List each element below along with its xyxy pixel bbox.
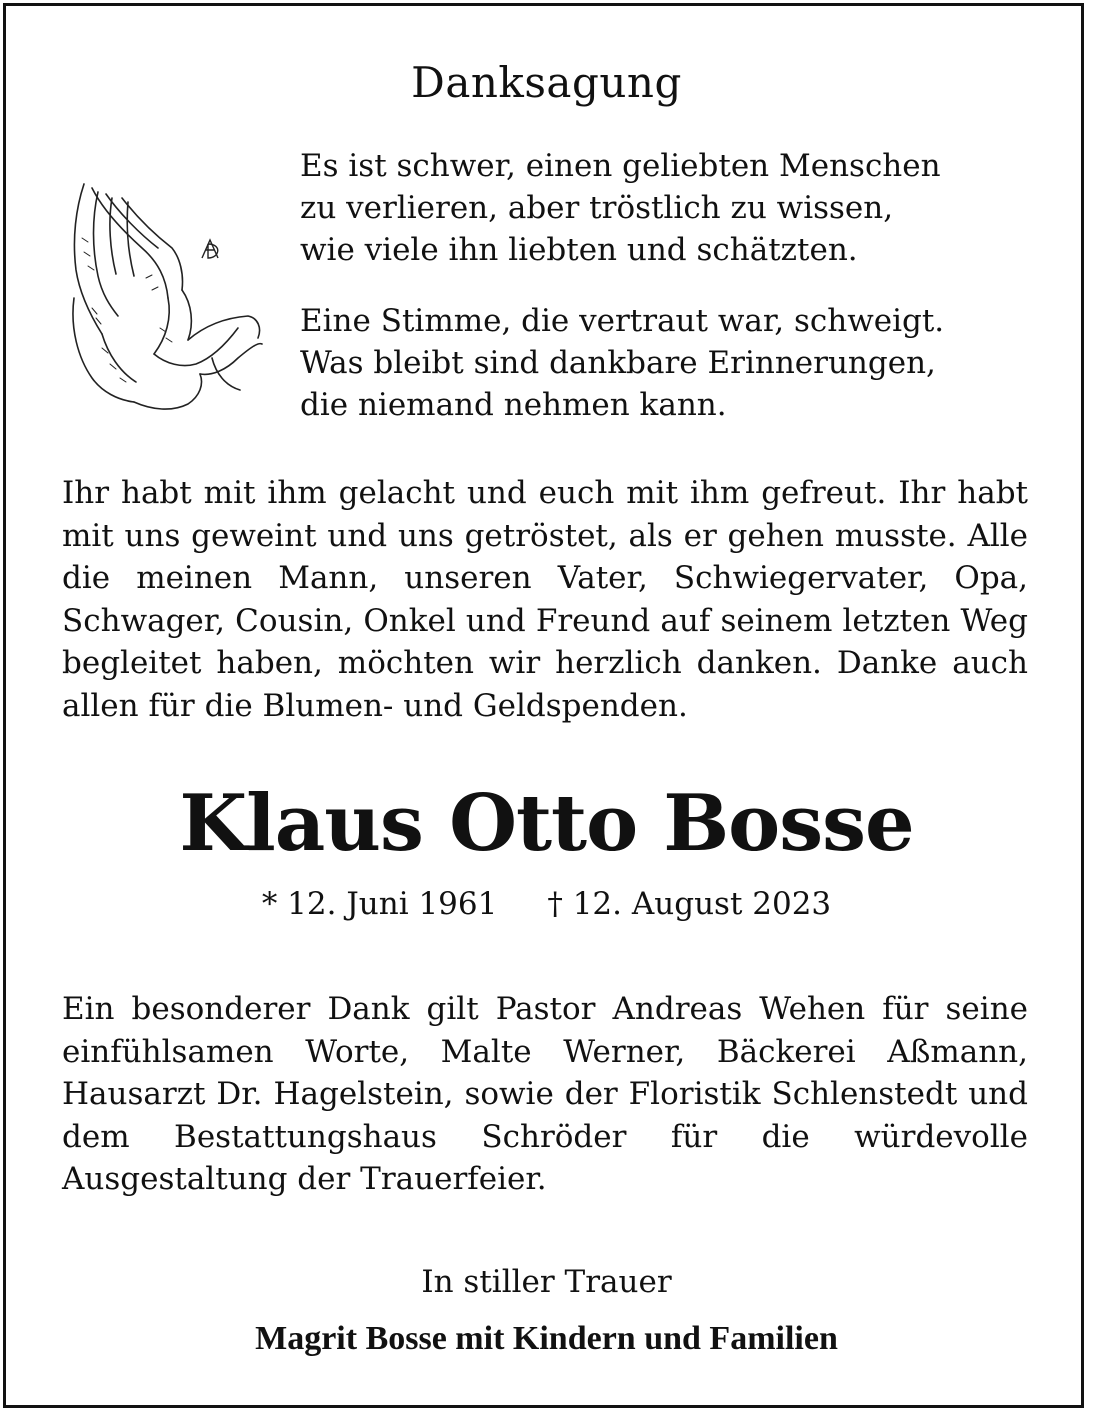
death-date: † 12. August 2023 xyxy=(547,886,832,922)
life-dates xyxy=(0,886,1093,922)
notice-heading: Danksagung xyxy=(411,58,682,107)
poem-line: Es ist schwer, einen geliebten Menschen xyxy=(300,148,941,184)
poem-line: zu verlieren, aber tröstlich zu wissen, xyxy=(300,190,894,226)
poem-line: Eine Stimme, die vertraut war, schweigt. xyxy=(300,303,945,339)
poem-stanza-1 xyxy=(300,145,1020,271)
deceased-name: Klaus Otto Bosse xyxy=(179,778,914,869)
thanks-paragraph: Ihr habt mit ihm gelacht und euch mit ihm gefreut. Ihr habt mit uns geweint und uns getröstet, als er gehen musste. Alle die meinen Mann, unseren Vater, Schwiegervater, Opa, Schwager, Cousin, Onkel und Freund auf seinem letzten Weg begleitet haben, möchten wir herzlich danken. Danke auch allen für die Blumen- und Geldspenden. xyxy=(62,475,1028,724)
poem-line: wie viele ihn liebten und schätzten. xyxy=(300,232,858,268)
poem-line: Was bleibt sind dankbare Erinnerungen, xyxy=(300,345,936,381)
birth-date: * 12. Juni 1961 xyxy=(261,886,498,922)
signers-line: Magrit Bosse mit Kindern und Familien xyxy=(255,1320,838,1357)
praying-hands-icon xyxy=(62,178,267,418)
poem-stanza-2 xyxy=(300,300,1020,426)
mourning-line: In stiller Trauer xyxy=(421,1264,672,1300)
poem-line: die niemand nehmen kann. xyxy=(300,387,727,423)
special-thanks-paragraph: Ein besonderer Dank gilt Pastor Andreas Wehen für seine einfühlsamen Worte, Malte Werner, Bäckerei Aßmann, Hausarzt Dr. Hagelstein, sowie der Floristik Schlenstedt und dem Bestattungshaus Schröder für die würdevolle Ausgestaltung der Trauerfeier. xyxy=(62,991,1028,1197)
